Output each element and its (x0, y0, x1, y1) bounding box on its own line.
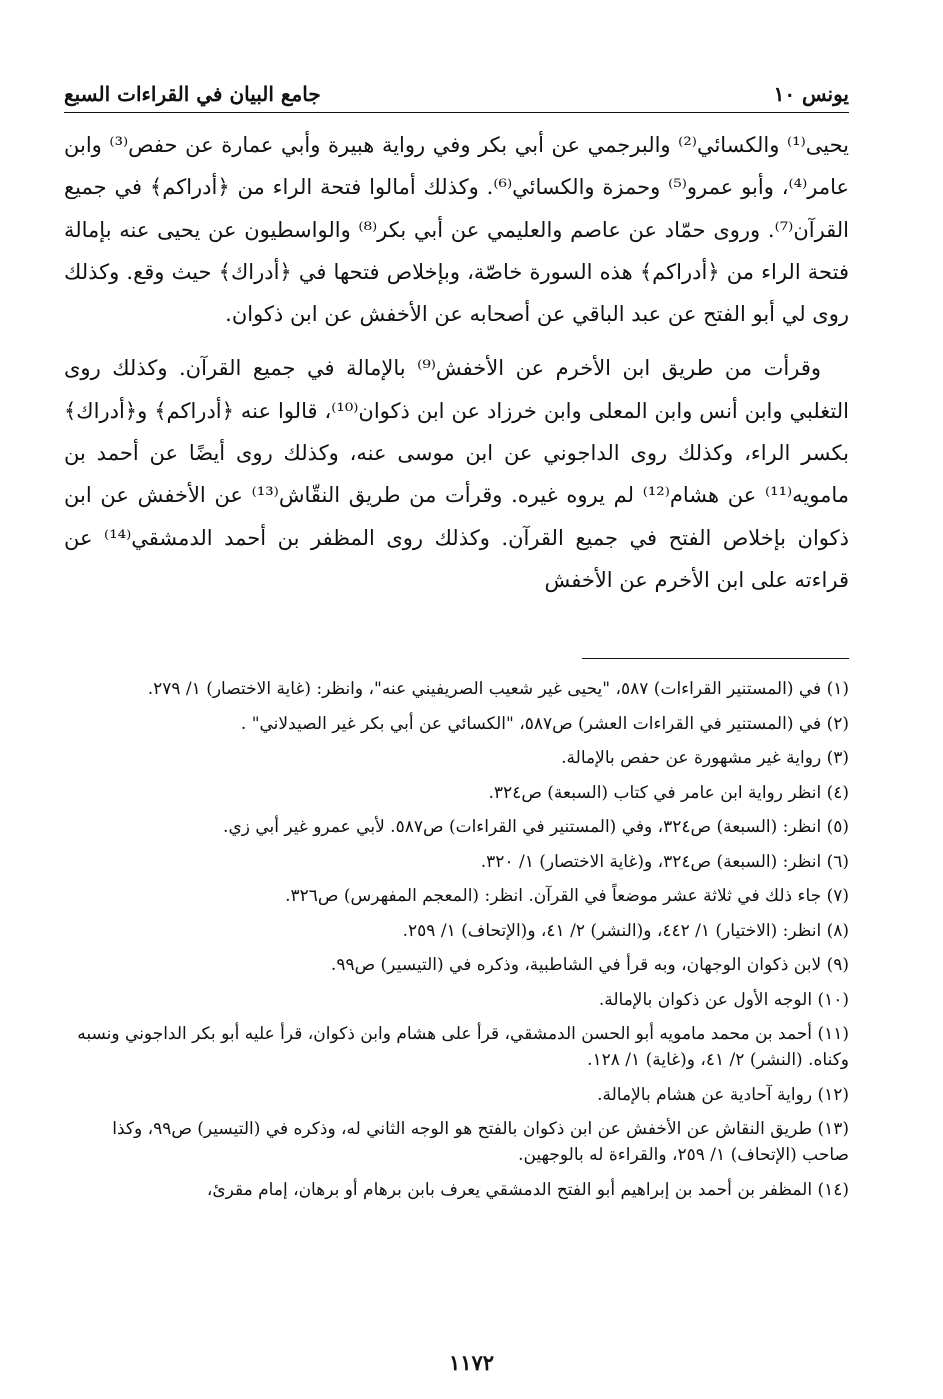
footnote-number: (١٣) (817, 1119, 849, 1139)
footnotes (64, 676, 849, 1211)
footnote-text: لابن ذكوان الوجهان، وبه قرأ في الشاطبية، وذكره في (التيسير) ص٩٩. (330, 955, 822, 975)
footnote-divider (582, 658, 849, 659)
footnote (64, 1177, 849, 1203)
header-book-title: جامع البيان في القراءات السبع (64, 82, 321, 106)
footnote (64, 1082, 849, 1108)
page-number: ١١٧٢ (448, 1350, 495, 1375)
footnote-text: المظفر بن أحمد بن إبراهيم أبو الفتح الدمشقي يعرف بابن برهام أو برهان، إمام مقرئ، (206, 1179, 813, 1200)
footnote-text: أحمد بن محمد مامويه أبو الحسن الدمشقي، قرأ على هشام وابن ذكوان، قرأ عليه أبو بكر الداجوني ونسبه وكناه. (النشر) ٢/ ٤١، و(غاية) ١/ ١٢٨. (77, 1024, 849, 1070)
footnote-number: (٧) (826, 886, 849, 906)
footnote-number: (١١) (817, 1024, 849, 1044)
footnote-number: (١٢) (817, 1084, 849, 1105)
footnote-number: (٤) (826, 782, 849, 803)
footnote (64, 676, 849, 702)
footnote-text: جاء ذلك في ثلاثة عشر موضعاً في القرآن. انظر: (المعجم المفهرس) ص٣٢٦. (285, 886, 822, 906)
body-paragraph: وقرأت من طريق ابن الأخرم عن الأخفش⁽⁹⁾ بالإمالة في جميع القرآن. وكذلك روى التغلبي وابن أنس وابن المعلى وابن خرزاد عن ابن ذكوان⁽¹⁰⁾، قالوا عنه ﴿أدراكم﴾ و﴿أدراك﴾ بكسر الراء، وكذلك روى الداجوني عن ابن موسى عنه، وكذلك روى أيضًا عن أحمد بن مامويه⁽¹¹⁾ عن هشام⁽¹²⁾ لم يروه غيره. وقرأت من طريق النقّاش⁽¹³⁾ عن الأخفش عن ابن ذكوان بإخلاص الفتح في جميع القرآن. وكذلك روى المظفر بن أحمد الدمشقي⁽¹⁴⁾ عن قراءته على ابن الأخرم عن الأخفش (64, 356, 850, 592)
footnote (64, 1021, 849, 1073)
footnote-text: انظر: (السبعة) ص٣٢٤، و(غاية الاختصار) ١/ ٣٢٠. (480, 851, 822, 872)
footnote (64, 849, 849, 875)
header-divider (64, 112, 849, 113)
footnote-text: انظر رواية ابن عامر في كتاب (السبعة) ص٣٢٤. (488, 782, 822, 803)
footnote-text: في (المستنير القراءات) ٥٨٧، "يحيى غير شعيب الصريفيني عنه"، وانظر: (غاية الاختصار) ١/ ٢٧٩. (147, 679, 822, 699)
footnote-text: انظر: (الاختيار) ١/ ٤٤٢، و(النشر) ٢/ ٤١، و(الإتحاف) ١/ ٢٥٩. (402, 920, 822, 941)
footnote-text: طريق النقاش عن الأخفش عن ابن ذكوان بالفتح هو الوجه الثاني له، وذكره في (التيسير) ص٩٩، وكذا صاحب (الإتحاف) ١/ ٢٥٩، والقراءة له بالوجهين. (112, 1119, 849, 1165)
footnote (64, 780, 849, 806)
footnote-text: رواية آحادية عن هشام بالإمالة. (597, 1084, 813, 1105)
footnote-number: (٣) (826, 748, 849, 768)
footnote-number: (١) (826, 679, 849, 699)
running-header (64, 72, 849, 110)
footnote (64, 814, 849, 840)
body-paragraph: يحيى⁽¹⁾ والكسائي⁽²⁾ والبرجمي عن أبي بكر وفي رواية هبيرة وأبي عمارة عن حفص⁽³⁾ وابن عامر⁽⁴⁾، وأبو عمرو⁽⁵⁾ وحمزة والكسائي⁽⁶⁾. وكذلك أمالوا فتحة الراء من ﴿أدراكم﴾ في جميع القرآن⁽⁷⁾. وروى حمّاد عن عاصم والعليمي عن أبي بكر⁽⁸⁾ والواسطيون عن يحيى عنه بإمالة فتحة الراء من ﴿أدراكم﴾ هذه السورة خاصّة، وبإخلاص فتحها في ﴿أدراك﴾ حيث وقع. وكذلك روى لي أبو الفتح عن عبد الباقي عن أصحابه عن الأخفش عن ابن ذكوان. (64, 133, 850, 327)
footnote-text: انظر: (السبعة) ص٣٢٤، وفي (المستنير في القراءات) ص٥٨٧. لأبي عمرو غير أبي زي. (223, 817, 822, 837)
footnote-text: الوجه الأول عن ذكوان بالإمالة. (598, 989, 813, 1010)
footnote (64, 745, 849, 771)
footnote-number: (٦) (826, 851, 849, 872)
footnote-number: (١٤) (817, 1179, 849, 1200)
footnote-text: في (المستنير في القراءات العشر) ص٥٨٧، "الكسائي عن أبي بكر غير الصيدلاني" . (240, 713, 822, 734)
main-text (64, 124, 849, 601)
footnote (64, 952, 849, 978)
footnote-number: (٨) (826, 920, 849, 941)
footnote-number: (٥) (826, 817, 849, 837)
header-surah-verse: يونس ١٠ (773, 82, 849, 106)
footnote-text: رواية غير مشهورة عن حفص بالإمالة. (561, 748, 822, 768)
footnote (64, 1116, 849, 1168)
footnote-number: (٩) (826, 955, 849, 975)
footnote (64, 987, 849, 1013)
footnote-number: (١٠) (817, 989, 849, 1010)
footnote (64, 918, 849, 944)
footnote-number: (٢) (826, 713, 849, 734)
footnote (64, 883, 849, 909)
footnote (64, 711, 849, 737)
